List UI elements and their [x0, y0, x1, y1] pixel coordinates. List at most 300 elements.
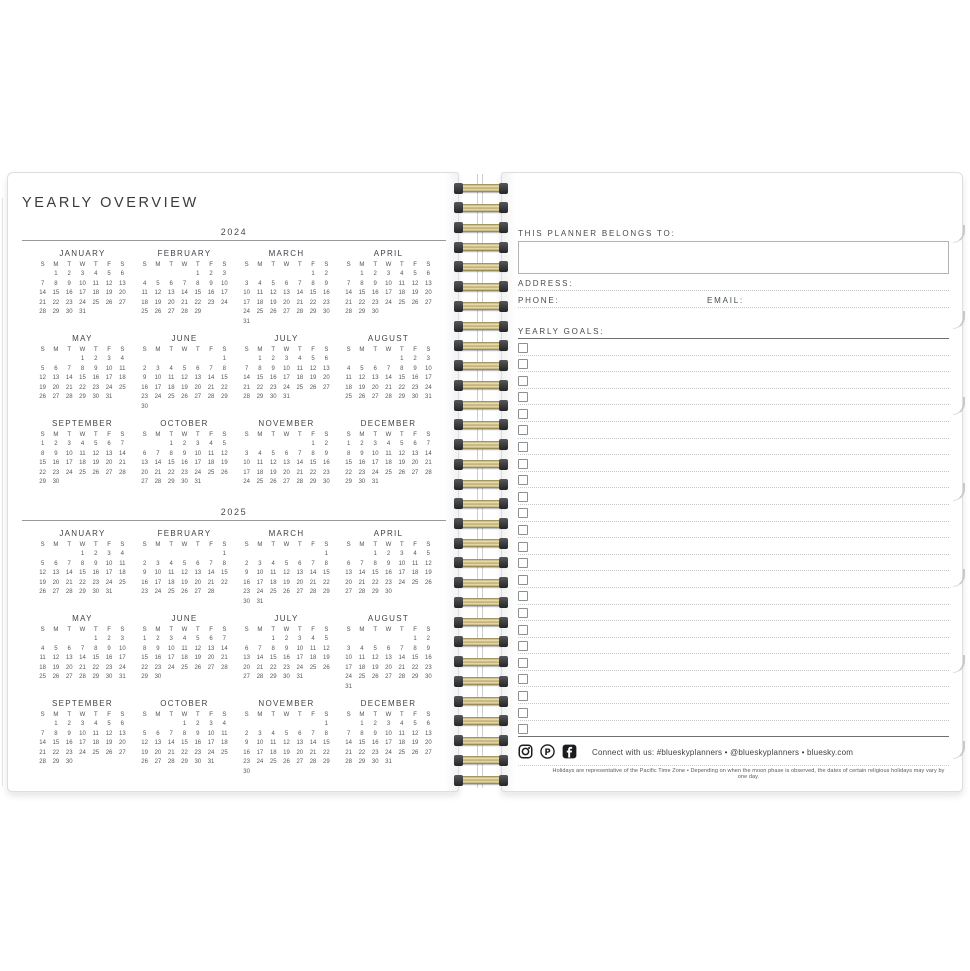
day-header: S: [244, 712, 249, 718]
day-number: 8: [373, 560, 377, 567]
day-number: 11: [345, 375, 352, 381]
day-number: 13: [411, 450, 419, 457]
day-number: 5: [284, 730, 289, 737]
day-number: 18: [309, 655, 317, 661]
day-number: 18: [411, 570, 419, 576]
day-number: 7: [400, 645, 404, 652]
day-number: 8: [196, 280, 200, 287]
month-calendar: [342, 529, 435, 614]
day-number: 7: [298, 450, 302, 457]
binding-coil: [455, 322, 507, 330]
day-number: 27: [52, 589, 60, 595]
day-number: 24: [243, 309, 250, 315]
day-number: 30: [92, 394, 100, 400]
binding-coil: [455, 737, 507, 745]
day-number: 18: [79, 460, 86, 466]
empty-day-cell: [151, 355, 164, 365]
day-number: 11: [296, 365, 303, 372]
month-calendar: [36, 334, 129, 419]
day-number: 17: [243, 469, 250, 476]
day-number: 12: [398, 450, 406, 457]
day-number: 21: [207, 579, 215, 586]
empty-day-cell: [36, 720, 49, 730]
day-number: 23: [105, 664, 113, 671]
day-number: 25: [358, 674, 366, 680]
day-number: 9: [196, 730, 200, 737]
empty-day-cell: [165, 355, 178, 365]
day-header: F: [311, 712, 315, 718]
day-number: 18: [221, 740, 228, 746]
day-number: 23: [92, 579, 100, 586]
day-number: 18: [345, 384, 352, 391]
day-number: 30: [141, 403, 148, 410]
day-header: M: [155, 542, 161, 548]
day-number: 22: [269, 664, 277, 671]
goal-row: [518, 687, 949, 704]
day-header: S: [142, 712, 147, 718]
empty-day-cell: [178, 550, 191, 560]
goal-checkbox: [518, 442, 528, 452]
empty-day-cell: [36, 355, 49, 365]
day-header: T: [399, 542, 404, 548]
empty-day-cell: [253, 270, 266, 280]
day-number: 19: [105, 740, 113, 746]
day-number: 18: [39, 664, 46, 671]
day-number: 13: [283, 460, 290, 466]
day-number: 21: [358, 579, 366, 586]
month-day-grid: [240, 541, 333, 607]
empty-day-cell: [355, 635, 368, 645]
day-number: 11: [181, 645, 188, 652]
day-number: 24: [385, 299, 392, 306]
day-number: 1: [222, 356, 227, 362]
day-header: M: [155, 627, 161, 633]
day-number: 29: [323, 759, 330, 765]
day-number: 21: [119, 460, 126, 466]
day-number: 29: [269, 674, 277, 680]
day-number: 8: [346, 450, 351, 457]
day-header: M: [359, 262, 365, 268]
day-header: T: [93, 432, 98, 438]
empty-day-cell: [36, 635, 49, 645]
goal-checkbox: [518, 658, 528, 668]
day-number: 13: [194, 570, 202, 576]
day-number: 25: [79, 469, 86, 476]
email-label: EMAIL:: [707, 296, 745, 305]
day-number: 16: [194, 740, 202, 746]
empty-day-cell: [342, 550, 355, 560]
day-number: 8: [413, 645, 417, 652]
day-header: T: [169, 627, 174, 633]
day-number: 16: [269, 375, 277, 381]
empty-day-cell: [63, 550, 76, 560]
goal-row: [518, 638, 949, 655]
day-number: 13: [52, 570, 60, 576]
day-number: 8: [311, 280, 315, 287]
day-header: T: [195, 542, 200, 548]
day-number: 1: [169, 441, 173, 447]
day-number: 31: [345, 683, 352, 690]
day-number: 31: [256, 598, 264, 605]
day-number: 20: [65, 664, 73, 671]
day-number: 28: [398, 674, 406, 680]
day-number: 3: [298, 636, 302, 642]
day-number: 6: [284, 450, 289, 457]
month-day-grid: [36, 541, 129, 598]
day-number: 17: [221, 290, 228, 296]
day-number: 19: [52, 664, 60, 671]
day-number: 13: [283, 290, 290, 296]
day-number: 29: [181, 759, 188, 765]
day-number: 20: [52, 579, 60, 586]
day-number: 14: [425, 450, 432, 457]
year-section-2025: [22, 507, 446, 784]
empty-day-cell: [191, 550, 204, 560]
day-header: M: [257, 347, 263, 353]
empty-day-cell: [293, 550, 306, 560]
day-number: 22: [256, 384, 264, 391]
day-number: 9: [94, 560, 98, 567]
day-number: 13: [371, 375, 379, 381]
day-header: T: [169, 432, 174, 438]
day-number: 4: [271, 560, 275, 567]
day-number: 13: [345, 570, 352, 576]
day-number: 15: [358, 290, 366, 296]
day-number: 20: [425, 740, 432, 746]
yearly-overview-page: [7, 172, 459, 792]
day-number: 4: [271, 730, 275, 737]
day-header: T: [195, 712, 200, 718]
day-header: M: [359, 347, 365, 353]
day-header: S: [244, 542, 249, 548]
day-number: 20: [345, 579, 352, 586]
day-header: W: [385, 627, 392, 633]
day-number: 24: [79, 749, 86, 756]
day-number: 18: [296, 375, 304, 381]
day-number: 18: [256, 299, 264, 306]
goal-row: [518, 422, 949, 439]
day-number: 12: [425, 560, 432, 567]
day-number: 18: [167, 384, 175, 391]
day-header: S: [324, 432, 329, 438]
day-number: 14: [207, 570, 215, 576]
day-number: 18: [92, 740, 100, 746]
goal-row: [518, 339, 949, 356]
day-header: S: [324, 627, 329, 633]
goal-row: [518, 704, 949, 721]
day-number: 13: [105, 450, 113, 457]
day-header: M: [359, 542, 365, 548]
day-header: T: [373, 432, 378, 438]
day-number: 22: [181, 749, 188, 756]
goal-row: [518, 439, 949, 456]
day-header: M: [257, 627, 263, 633]
day-number: 4: [40, 645, 45, 652]
day-number: 30: [371, 759, 379, 765]
day-number: 19: [181, 579, 188, 586]
address-writein-line: [518, 290, 949, 291]
day-number: 6: [54, 560, 58, 567]
day-number: 30: [358, 479, 366, 485]
day-number: 20: [323, 375, 330, 381]
empty-day-cell: [355, 550, 368, 560]
month-title: FEBRUARY: [157, 249, 212, 258]
day-number: 7: [120, 441, 125, 447]
day-number: 27: [425, 749, 432, 756]
day-header: S: [346, 262, 351, 268]
empty-day-cell: [306, 550, 319, 560]
day-number: 1: [54, 721, 58, 727]
day-number: 9: [413, 365, 417, 372]
day-number: 14: [296, 290, 304, 296]
day-header: T: [271, 262, 276, 268]
month-title: APRIL: [373, 529, 404, 538]
day-number: 11: [168, 375, 175, 381]
day-number: 1: [258, 356, 262, 362]
day-header: S: [426, 542, 431, 548]
goal-row: [518, 356, 949, 373]
day-number: 22: [79, 579, 86, 586]
day-number: 21: [243, 384, 250, 391]
binding-coil: [455, 302, 507, 310]
month-title: OCTOBER: [160, 699, 209, 708]
day-header: S: [426, 432, 431, 438]
day-number: 30: [283, 674, 290, 680]
day-number: 23: [358, 469, 366, 476]
day-number: 10: [79, 730, 86, 737]
page-curl-mark: [953, 569, 965, 587]
empty-day-cell: [63, 635, 76, 645]
day-number: 1: [40, 441, 45, 447]
month-title: APRIL: [373, 249, 404, 258]
day-number: 29: [141, 674, 148, 680]
month-calendar: [138, 249, 231, 334]
day-header: S: [222, 627, 227, 633]
day-number: 26: [92, 469, 100, 476]
day-number: 7: [40, 280, 45, 287]
day-header: W: [283, 432, 290, 438]
day-number: 9: [360, 450, 364, 457]
day-number: 19: [194, 655, 202, 661]
day-number: 24: [256, 759, 264, 765]
day-number: 6: [346, 560, 351, 567]
day-number: 26: [194, 664, 202, 671]
binding-coil: [455, 658, 507, 666]
day-number: 13: [154, 740, 162, 746]
day-number: 21: [39, 749, 46, 756]
month-day-grid: [36, 711, 129, 768]
day-number: 24: [105, 384, 113, 391]
day-number: 15: [309, 460, 317, 466]
goal-row: [518, 654, 949, 671]
empty-day-cell: [49, 355, 62, 365]
day-number: 25: [345, 394, 352, 400]
day-number: 15: [141, 655, 148, 661]
month-day-grid: [138, 261, 231, 318]
day-header: W: [385, 542, 392, 548]
day-number: 28: [39, 759, 46, 765]
day-number: 28: [345, 309, 352, 315]
belongs-to-writein-box: [518, 241, 949, 274]
day-number: 11: [168, 570, 175, 576]
day-number: 15: [39, 460, 46, 466]
day-header: T: [67, 712, 72, 718]
day-number: 2: [209, 271, 213, 277]
day-number: 19: [371, 664, 379, 671]
day-header: F: [107, 712, 111, 718]
day-number: 27: [371, 394, 379, 400]
day-number: 30: [194, 759, 202, 765]
page-curl-mark: [953, 225, 965, 243]
day-header: S: [40, 262, 45, 268]
day-number: 15: [79, 570, 86, 576]
day-number: 14: [65, 375, 73, 381]
phone-label: PHONE:: [518, 296, 560, 305]
day-header: S: [222, 542, 227, 548]
day-header: T: [399, 627, 404, 633]
day-number: 30: [411, 394, 419, 400]
day-number: 7: [426, 441, 431, 447]
day-number: 19: [154, 299, 162, 306]
month-title: MAY: [72, 614, 93, 623]
day-header: S: [346, 432, 351, 438]
day-number: 20: [296, 749, 304, 756]
day-number: 2: [373, 721, 377, 727]
month-calendar: [240, 699, 333, 784]
day-number: 2: [386, 551, 391, 557]
goal-row: [518, 455, 949, 472]
day-header: W: [385, 432, 392, 438]
day-number: 31: [243, 318, 250, 325]
day-number: 17: [243, 299, 250, 306]
day-number: 12: [181, 375, 188, 381]
day-number: 23: [323, 469, 330, 476]
day-number: 25: [221, 749, 228, 756]
day-number: 12: [92, 450, 100, 457]
day-number: 17: [256, 579, 264, 586]
day-number: 14: [119, 450, 126, 457]
month-day-grid: [36, 431, 129, 488]
day-number: 19: [283, 749, 290, 756]
day-number: 28: [39, 309, 46, 315]
day-number: 21: [309, 579, 317, 586]
day-number: 27: [52, 394, 60, 400]
day-number: 16: [141, 579, 148, 586]
year-label: 2024: [220, 227, 248, 237]
day-number: 4: [169, 560, 173, 567]
day-number: 12: [181, 570, 188, 576]
page-footer: [518, 743, 949, 780]
binding-coil: [455, 756, 507, 764]
day-number: 23: [92, 384, 100, 391]
day-number: 24: [345, 674, 352, 680]
day-number: 2: [54, 441, 58, 447]
month-title: JULY: [274, 614, 299, 623]
day-header: W: [181, 432, 188, 438]
day-number: 31: [119, 674, 126, 680]
day-number: 17: [194, 460, 202, 466]
day-number: 12: [269, 290, 277, 296]
connect-with-us-text: Connect with us: #blueskyplanners • @blueskyplanners • bluesky.com: [592, 748, 854, 757]
binding-coil: [455, 717, 507, 725]
day-number: 30: [243, 768, 250, 775]
day-number: 10: [256, 570, 264, 576]
day-number: 28: [385, 394, 392, 400]
day-number: 9: [209, 280, 213, 287]
day-number: 13: [296, 740, 304, 746]
day-number: 25: [92, 299, 100, 306]
empty-day-cell: [138, 355, 151, 365]
day-number: 2: [67, 271, 71, 277]
day-number: 8: [360, 730, 364, 737]
day-number: 8: [222, 365, 227, 372]
empty-day-cell: [382, 355, 395, 365]
day-number: 18: [385, 460, 392, 466]
month-calendar: [138, 529, 231, 614]
day-number: 7: [169, 730, 173, 737]
day-number: 14: [207, 375, 215, 381]
day-number: 1: [80, 551, 85, 557]
day-number: 4: [222, 721, 227, 727]
day-number: 17: [105, 570, 113, 576]
day-number: 10: [385, 730, 392, 737]
day-number: 22: [309, 469, 317, 476]
month-title: NOVEMBER: [258, 699, 315, 708]
day-number: 3: [244, 280, 249, 287]
day-number: 27: [65, 674, 73, 680]
day-header: T: [67, 347, 72, 353]
day-number: 18: [398, 290, 406, 296]
day-number: 10: [105, 365, 113, 372]
day-number: 23: [269, 384, 277, 391]
day-header: F: [209, 347, 213, 353]
day-number: 11: [92, 280, 99, 287]
day-number: 24: [167, 664, 175, 671]
day-number: 2: [271, 356, 275, 362]
day-header: S: [120, 542, 125, 548]
day-number: 23: [243, 759, 250, 765]
day-number: 5: [107, 721, 111, 727]
day-number: 2: [244, 560, 249, 567]
day-header: W: [385, 712, 392, 718]
day-number: 29: [309, 479, 317, 485]
day-number: 29: [92, 674, 100, 680]
binding-coil: [455, 697, 507, 705]
day-number: 18: [269, 749, 277, 756]
day-number: 4: [258, 280, 262, 287]
page-curl-mark: [953, 655, 965, 673]
day-header: S: [120, 432, 125, 438]
empty-day-cell: [49, 635, 62, 645]
day-number: 6: [413, 441, 417, 447]
day-header: S: [40, 542, 45, 548]
day-number: 25: [167, 589, 175, 595]
day-number: 20: [411, 460, 419, 466]
day-number: 26: [221, 469, 228, 476]
day-number: 19: [309, 375, 317, 381]
day-number: 2: [244, 730, 249, 737]
day-number: 29: [323, 589, 330, 595]
day-header: M: [53, 432, 59, 438]
day-number: 16: [283, 655, 290, 661]
day-number: 28: [181, 309, 188, 315]
day-number: 8: [271, 645, 275, 652]
day-number: 26: [283, 759, 290, 765]
day-number: 15: [358, 740, 366, 746]
day-number: 24: [221, 299, 228, 306]
day-number: 22: [92, 664, 100, 671]
day-number: 25: [256, 479, 264, 485]
